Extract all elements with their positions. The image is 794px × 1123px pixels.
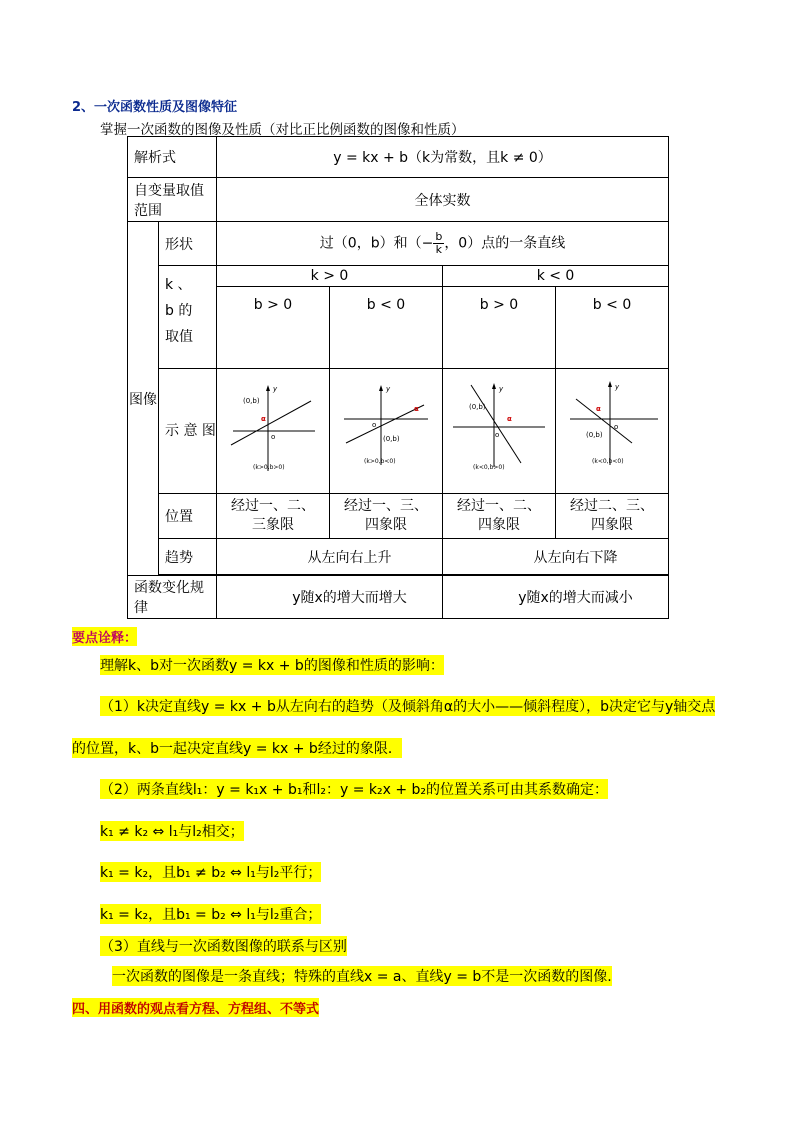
graph-k-pos-b-neg <box>336 379 436 479</box>
y-label: y <box>499 385 504 393</box>
shape-label: 形状 <box>159 222 217 266</box>
frac-den: k <box>435 243 442 256</box>
b-neg-2: b < 0 <box>556 287 669 369</box>
k-neg-header: k < 0 <box>443 266 669 287</box>
notes-line-6: k₁ = k₂，且b₁ ≠ b₂ ⇔ l₁与l₂平行； <box>100 862 321 882</box>
notes-line-7: k₁ = k₂，且b₁ = b₂ ⇔ l₁与l₂重合； <box>100 904 321 924</box>
alpha-label: α <box>414 405 419 413</box>
trend-down: 从左向右下降 <box>443 539 669 575</box>
diagram-label: 示 意 图 <box>159 369 217 494</box>
caption: (k>0,b>0) <box>253 464 285 471</box>
notes-title: 要点诠释： <box>72 627 137 646</box>
section-title: 2、一次函数性质及图像特征 <box>72 100 238 115</box>
rule-inc: y随x的增大而增大 <box>217 576 443 619</box>
kb-label <box>159 266 217 369</box>
diagram-cell-3 <box>443 369 556 494</box>
position-2: 经过一、三、四象限 <box>330 494 443 539</box>
point-label: (0,b) <box>469 403 486 411</box>
position-3: 经过一、二、四象限 <box>443 494 556 539</box>
shape-post: ，0）点的一条直线 <box>444 235 566 252</box>
origin-label: o <box>614 423 619 431</box>
point-label: (0,b) <box>383 435 400 443</box>
expr-value: y = kx + b（k为常数，且k ≠ 0） <box>217 137 669 178</box>
domain-value: 全体实数 <box>217 178 669 222</box>
shape-value <box>217 222 669 266</box>
b-pos-1: b > 0 <box>217 287 330 369</box>
kb-label-1: k 、 <box>165 277 192 293</box>
next-section-title: 四、用函数的观点看方程、方程组、不等式 <box>72 998 319 1017</box>
frac-num: b <box>435 230 443 243</box>
expr-label: 解析式 <box>128 137 217 178</box>
graph-k-neg-b-neg <box>562 379 662 479</box>
origin-label: o <box>495 431 500 439</box>
position-4: 经过二、三、四象限 <box>556 494 669 539</box>
trend-label: 趋势 <box>159 539 217 575</box>
rule-label: 函数变化规律 <box>128 576 217 619</box>
domain-label: 自变量取值范围 <box>128 178 217 222</box>
rule-dec: y随x的增大而减小 <box>443 576 669 619</box>
y-label: y <box>615 383 620 391</box>
trend-up: 从左向右上升 <box>217 539 443 575</box>
notes-line-9: 一次函数的图像是一条直线；特殊的直线x = a、直线y = b不是一次函数的图像. <box>112 966 612 986</box>
alpha-label: α <box>261 415 266 423</box>
notes-line-5: k₁ ≠ k₂ ⇔ l₁与l₂相交； <box>100 821 244 841</box>
kb-label-2: b 的 <box>165 303 193 319</box>
position-label: 位置 <box>159 494 217 539</box>
origin-label: o <box>271 433 276 441</box>
intro-text: 掌握一次函数的图像及性质（对比正比例函数的图像和性质） <box>100 122 465 138</box>
origin-label: o <box>372 421 377 429</box>
kb-label-3: 取值 <box>165 329 193 345</box>
graph-label: 图像 <box>128 222 159 576</box>
alpha-label: α <box>596 405 601 413</box>
notes-line-4: （2）两条直线l₁：y = k₁x + b₁和l₂：y = k₂x + b₂的位置关系可由其系数确定： <box>100 779 608 799</box>
y-label: y <box>273 385 278 393</box>
diagram-cell-1 <box>217 369 330 494</box>
shape-pre: 过（0，b）和（− <box>319 235 434 252</box>
caption: (k<0,b>0) <box>473 464 505 471</box>
caption: (k>0,b<0) <box>364 458 396 465</box>
caption: (k<0,b<0) <box>592 458 624 465</box>
position-1: 经过一、二、三象限 <box>217 494 330 539</box>
b-pos-2: b > 0 <box>443 287 556 369</box>
notes-line-1: 理解k、b对一次函数y = kx + b的图像和性质的影响： <box>100 655 444 675</box>
y-label: y <box>386 385 391 393</box>
diagram-cell-4 <box>556 369 669 494</box>
notes-line-2: （1）k决定直线y = kx + b从左向右的趋势（及倾斜角α的大小——倾斜程度），b决定它与y轴交点 <box>100 696 715 716</box>
shape-fraction <box>433 231 444 256</box>
graph-k-neg-b-pos <box>449 379 549 479</box>
notes-line-8: （3）直线与一次函数图像的联系与区别 <box>100 936 347 956</box>
graph-k-pos-b-pos <box>223 379 323 479</box>
k-pos-header: k > 0 <box>217 266 443 287</box>
notes-line-3: 的位置，k、b一起决定直线y = kx + b经过的象限． <box>72 738 402 758</box>
point-label: (0,b) <box>243 397 260 405</box>
properties-table <box>127 136 669 619</box>
b-neg-1: b < 0 <box>330 287 443 369</box>
alpha-label: α <box>507 415 512 423</box>
point-label: (0,b) <box>586 431 603 439</box>
diagram-cell-2 <box>330 369 443 494</box>
